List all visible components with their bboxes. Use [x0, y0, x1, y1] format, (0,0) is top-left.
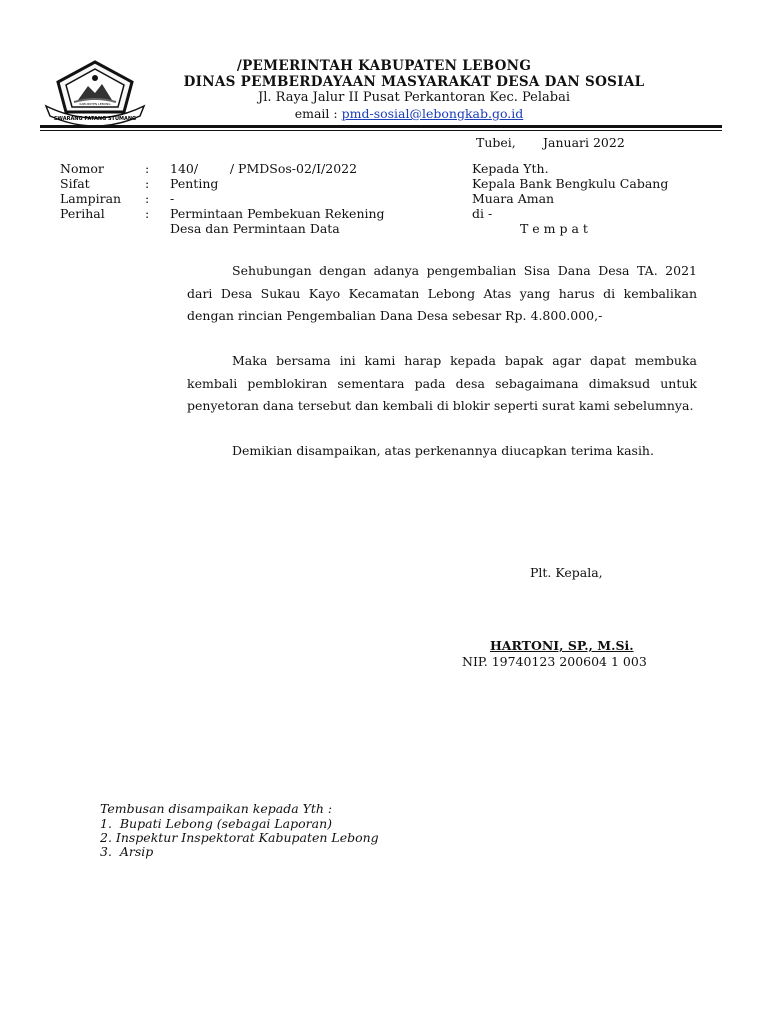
signature-name: HARTONI, SP., M.Si. [490, 638, 634, 653]
date-month-year: Januari 2022 [543, 135, 625, 150]
recipient-city: Muara Aman [472, 191, 555, 206]
recipient-salutation: Kepada Yth. [472, 161, 549, 176]
recipient-title: Kepala Bank Bengkulu Cabang [472, 176, 669, 191]
meta-colon: : [145, 206, 150, 221]
letterhead-government: /PEMERINTAH KABUPATEN LEBONG [236, 58, 532, 74]
recipient-di: di - [472, 206, 493, 221]
letterhead-email-line [0, 106, 768, 121]
cc-heading: Tembusan disampaikan kepada Yth : [100, 801, 333, 816]
meta-label-sifat: Sifat [60, 176, 90, 191]
date-place: Tubei, [476, 135, 516, 150]
meta-label-lampiran: Lampiran [60, 191, 122, 206]
logo-ribbon-text: SWARANG PATANG STUMANG [53, 116, 137, 122]
meta-label-perihal: Perihal [60, 206, 105, 221]
body-paragraph-2: Maka bersama ini kami harap kepada bapak agar dapat membuka kembali pemblokiran sementara pada desa sebagaimana dimaksud untuk penyetoran dana tersebut dan kembali di blokir seperti surat kami sebelumnya. [187, 353, 697, 413]
recipient-tempat: T e m p a t [520, 221, 588, 236]
letterhead-divider-thin [40, 130, 722, 131]
meta-colon: : [145, 176, 150, 191]
body-paragraph-1: Sehubungan dengan adanya pengembalian Sisa Dana Desa TA. 2021 dari Desa Sukau Kayo Kecamatan Lebong Atas yang harus di kembalikan dengan rincian Pengembalian Dana Desa sebesar Rp. 4.800.000,- [187, 263, 697, 323]
meta-value-nomor: 140/ / PMDSos-02/I/2022 [170, 161, 358, 176]
meta-label-nomor: Nomor [60, 161, 104, 176]
meta-value-perihal-line2: Desa dan Permintaan Data [170, 221, 340, 236]
cc-item: 1. Bupati Lebong (sebagai Laporan) [100, 816, 333, 831]
meta-value-perihal: Permintaan Pembekuan Rekening [170, 206, 385, 221]
body-paragraph-3: Demikian disampaikan, atas perkenannya diucapkan terima kasih. [232, 443, 654, 458]
meta-value-sifat: Penting [170, 176, 219, 191]
signature-title: Plt. Kepala, [530, 565, 603, 580]
cc-item: 3. Arsip [100, 844, 154, 859]
cc-item: 2. Inspektur Inspektorat Kabupaten Lebong [100, 830, 379, 845]
letterhead-address: Jl. Raya Jalur II Pusat Perkantoran Kec. Pelabai [257, 90, 571, 105]
letterhead-agency: DINAS PEMBERDAYAAN MASYARAKAT DESA DAN SOSIAL [183, 74, 645, 90]
meta-colon: : [145, 161, 150, 176]
letterhead-divider-thick [40, 125, 722, 128]
logo-inner-text: KABUPATEN LEBONG [79, 102, 111, 106]
email-link[interactable]: pmd-sosial@lebongkab.go.id [341, 106, 524, 121]
meta-value-lampiran: - [170, 191, 175, 206]
meta-colon: : [145, 191, 150, 206]
email-label: email : [294, 106, 338, 121]
signature-nip: NIP. 19740123 200604 1 003 [462, 654, 647, 669]
